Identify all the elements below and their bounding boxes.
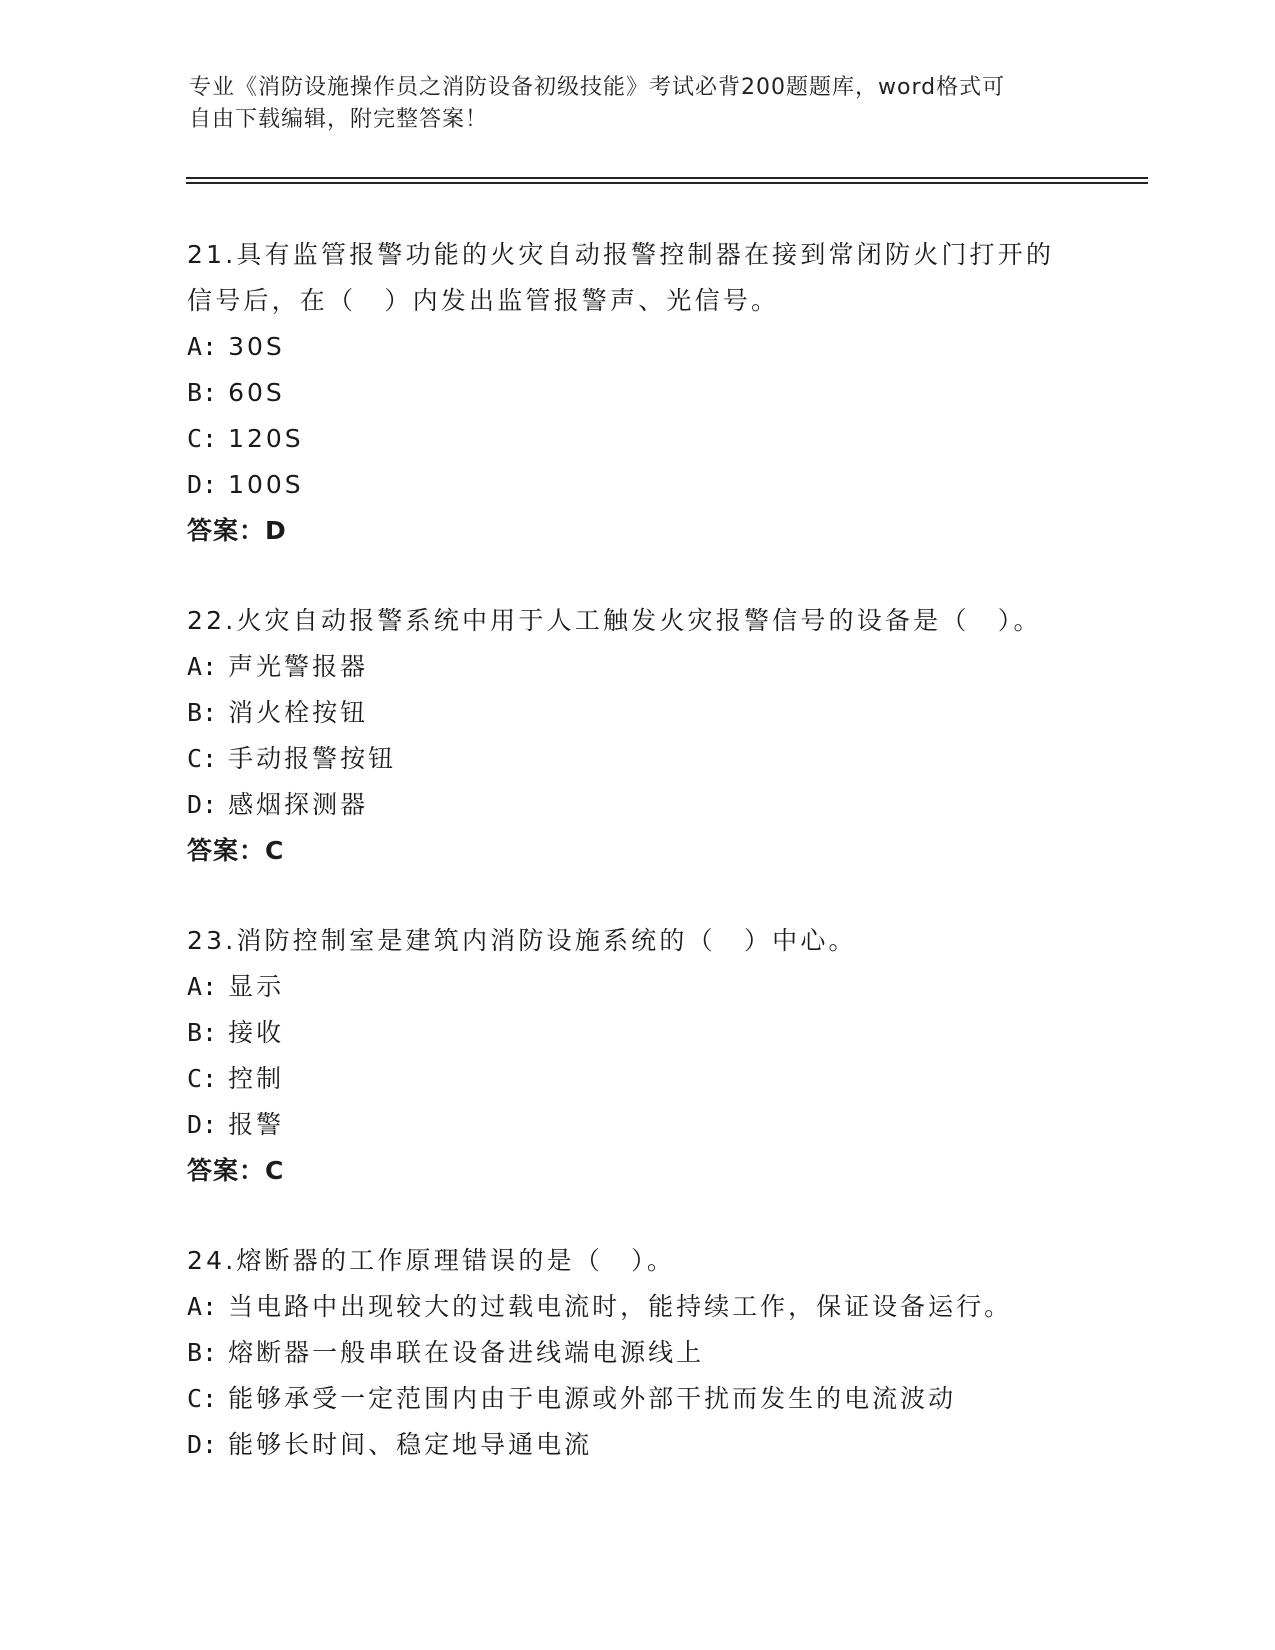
option-b <box>187 1010 1127 1056</box>
header-line-1: 专业《消防设施操作员之消防设备初级技能》考试必背200题题库，word格式可 <box>189 75 1006 100</box>
option-text: 120S <box>228 424 304 453</box>
option-c <box>187 1056 1127 1102</box>
option-letter: A: <box>187 1292 218 1321</box>
option-a <box>187 1284 1127 1330</box>
option-letter: A: <box>187 652 218 681</box>
option-letter: D: <box>187 1110 218 1139</box>
option-text: 熔断器一般串联在设备进线端电源线上 <box>228 1338 705 1367</box>
option-a <box>187 964 1127 1010</box>
option-b <box>187 1330 1127 1376</box>
option-text: 100S <box>228 470 304 499</box>
option-text: 控制 <box>228 1064 285 1093</box>
option-letter: C: <box>187 744 218 773</box>
option-letter: C: <box>187 1384 218 1413</box>
header-divider-top <box>186 177 1148 179</box>
question-stem-line-1: 24.熔断器的工作原理错误的是（ ）。 <box>187 1246 676 1275</box>
option-text: 感烟探测器 <box>228 790 369 819</box>
question-stem-line-1: 22.火灾自动报警系统中用于人工触发火灾报警信号的设备是（ ）。 <box>187 606 1042 635</box>
option-letter: D: <box>187 790 218 819</box>
document-header <box>189 72 1089 136</box>
option-letter: D: <box>187 470 218 499</box>
question-23 <box>187 918 1127 1194</box>
question-stem-line-1: 23.消防控制室是建筑内消防设施系统的（ ）中心。 <box>187 926 857 955</box>
question-21 <box>187 232 1127 554</box>
option-a <box>187 644 1127 690</box>
header-line-2: 自由下载编辑，附完整答案！ <box>189 107 489 132</box>
option-c <box>187 416 1127 462</box>
option-d <box>187 1422 1127 1468</box>
option-d <box>187 462 1127 508</box>
answer: 答案：C <box>187 1156 285 1185</box>
answer: 答案：C <box>187 836 285 865</box>
option-b <box>187 370 1127 416</box>
option-text: 接收 <box>228 1018 285 1047</box>
option-b <box>187 690 1127 736</box>
option-text: 30S <box>228 332 285 361</box>
option-text: 显示 <box>228 972 285 1001</box>
option-letter: D: <box>187 1430 218 1459</box>
option-letter: B: <box>187 1338 218 1367</box>
question-stem-line-1: 21.具有监管报警功能的火灾自动报警控制器在接到常闭防火门打开的 <box>187 240 1055 269</box>
option-text: 报警 <box>228 1110 285 1139</box>
option-text: 60S <box>228 378 285 407</box>
question-22 <box>187 598 1127 874</box>
option-text: 当电路中出现较大的过载电流时，能持续工作，保证设备运行。 <box>228 1292 1013 1321</box>
option-letter: B: <box>187 698 218 727</box>
option-c <box>187 1376 1127 1422</box>
answer: 答案：D <box>187 516 287 545</box>
header-divider-bottom <box>186 182 1148 184</box>
option-d <box>187 782 1127 828</box>
option-text: 能够长时间、稳定地导通电流 <box>228 1430 593 1459</box>
option-letter: B: <box>187 378 218 407</box>
option-letter: C: <box>187 424 218 453</box>
question-stem-line-2: 信号后，在（ ）内发出监管报警声、光信号。 <box>187 286 780 315</box>
option-letter: B: <box>187 1018 218 1047</box>
option-text: 手动报警按钮 <box>228 744 397 773</box>
option-letter: A: <box>187 972 218 1001</box>
option-text: 声光警报器 <box>228 652 369 681</box>
question-24 <box>187 1238 1127 1468</box>
option-a <box>187 324 1127 370</box>
option-text: 能够承受一定范围内由于电源或外部干扰而发生的电流波动 <box>228 1384 957 1413</box>
option-d <box>187 1102 1127 1148</box>
option-letter: A: <box>187 332 218 361</box>
option-letter: C: <box>187 1064 218 1093</box>
option-text: 消火栓按钮 <box>228 698 369 727</box>
option-c <box>187 736 1127 782</box>
